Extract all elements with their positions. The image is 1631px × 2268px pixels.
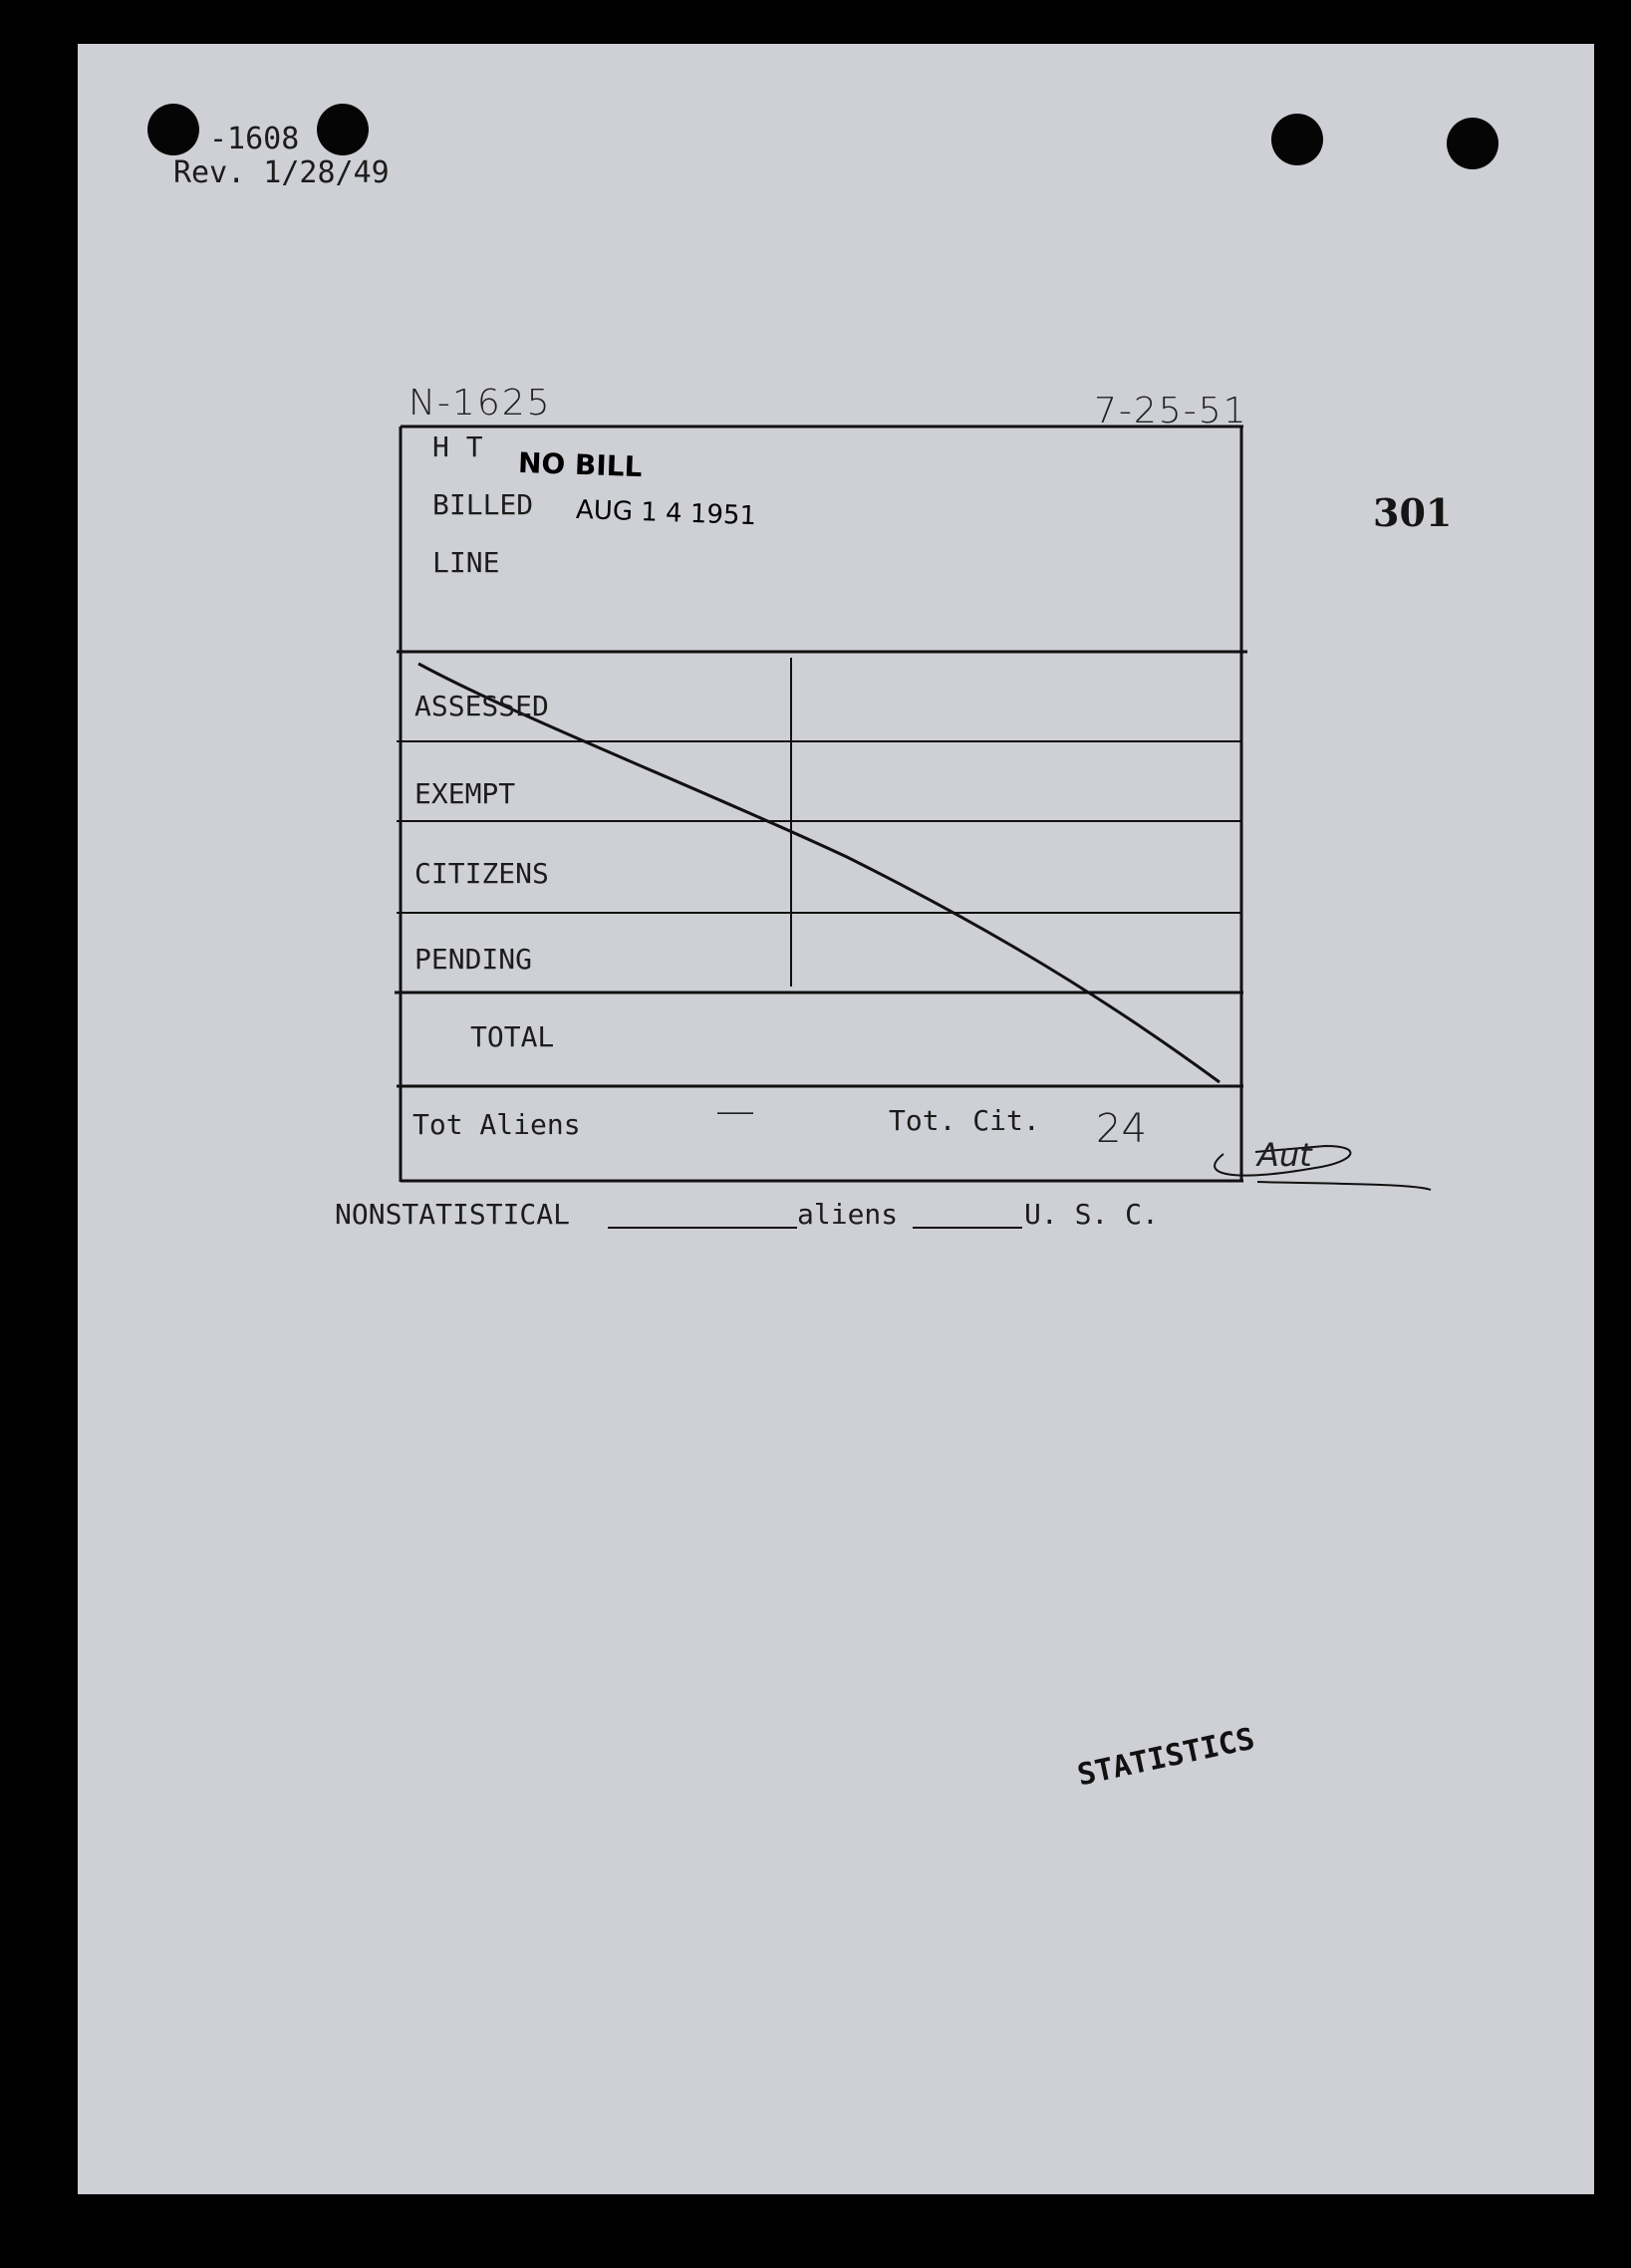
statistics-stamp: STATISTICS (1074, 1721, 1258, 1794)
row-label-assessed: ASSESSED (414, 690, 549, 722)
form-revision: Rev. 1/28/49 (173, 155, 390, 190)
row-label-citizens: CITIZENS (414, 857, 549, 890)
aliens-label: aliens (797, 1198, 899, 1231)
nonstatistical-label: NONSTATISTICAL (335, 1198, 571, 1231)
row-label-exempt: EXEMPT (414, 777, 516, 810)
ht-label: H T (432, 430, 483, 463)
tot-aliens-value: — (715, 1088, 755, 1134)
handwritten-initials: Aut (1257, 1136, 1312, 1174)
billed-label: BILLED (432, 488, 534, 521)
tot-aliens-label: Tot Aliens (412, 1108, 581, 1141)
usc-label: U. S. C. (1024, 1198, 1159, 1231)
tot-cit-value: 24 (1096, 1106, 1147, 1152)
page-number: 301 (1373, 490, 1453, 535)
total-label: TOTAL (470, 1020, 555, 1053)
handwritten-date: 7-25-51 (1094, 391, 1248, 431)
line-label: LINE (432, 546, 500, 579)
billed-date-stamp: AUG 1 4 1951 (575, 494, 757, 532)
form-number: -1608 (209, 122, 300, 156)
handwritten-file-number: N-1625 (408, 383, 552, 424)
no-bill-stamp: NO BILL (517, 445, 643, 484)
row-label-pending: PENDING (414, 943, 533, 976)
tot-cit-label: Tot. Cit. (889, 1104, 1040, 1137)
